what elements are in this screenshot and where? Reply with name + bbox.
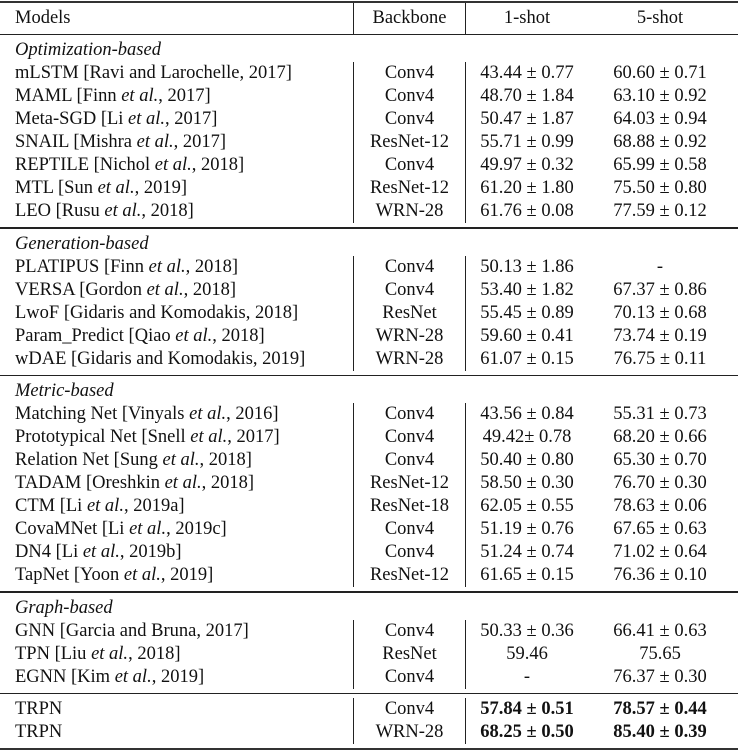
model-name-cell — [15, 541, 182, 564]
header-models: Models — [15, 8, 71, 28]
backbone-cell: Conv4 — [384, 109, 435, 130]
backbone-cell: Conv4 — [384, 256, 435, 277]
five-shot-cell: 55.31 ± 0.73 — [613, 404, 707, 425]
model-name: PLATIPUS — [15, 256, 100, 277]
citation: [Mishra — [73, 132, 132, 153]
citation-year: , 2017] — [173, 132, 227, 153]
citation-year: , 2018] — [212, 325, 265, 346]
five-shot-cell: 64.03 ± 0.94 — [613, 109, 707, 130]
citation-etal: et al. — [154, 155, 192, 176]
table-row — [0, 85, 738, 108]
model-name-cell — [15, 426, 280, 449]
backbone-cell: Conv4 — [384, 450, 435, 471]
table-row — [0, 325, 738, 348]
one-shot-cell: 51.19 ± 0.76 — [480, 519, 574, 540]
backbone-cell: Conv4 — [384, 519, 435, 540]
model-name-cell — [15, 449, 252, 472]
one-shot-cell: 49.42± 0.78 — [482, 427, 572, 448]
citation: [Finn — [103, 256, 145, 277]
citation-etal: et al. — [91, 643, 129, 664]
backbone-cell: ResNet — [382, 302, 437, 323]
five-shot-cell: 67.37 ± 0.86 — [613, 279, 707, 300]
five-shot-cell: 76.70 ± 0.30 — [613, 473, 707, 494]
one-shot-cell: - — [523, 666, 531, 687]
citation: [Kim — [71, 666, 111, 687]
citation-year: , 2018] — [141, 201, 194, 222]
model-name: wDAE — [15, 348, 67, 369]
citation: [Nichol — [93, 155, 151, 176]
model-name-cell — [15, 495, 185, 518]
five-shot-cell: 73.74 ± 0.19 — [613, 325, 707, 346]
citation-etal: et al. — [97, 178, 135, 199]
model-name: Param_Predict — [15, 325, 124, 346]
one-shot-cell: 61.76 ± 0.08 — [480, 201, 574, 222]
five-shot-cell: 85.40 ± 0.39 — [613, 721, 707, 742]
one-shot-cell: 61.65 ± 0.15 — [480, 565, 574, 586]
one-shot-cell: 48.70 ± 1.84 — [480, 86, 574, 107]
model-name-cell — [15, 348, 305, 371]
citation-year: , 2019c] — [166, 519, 227, 540]
five-shot-cell: 63.10 ± 0.92 — [613, 86, 707, 107]
citation-year: , 2019] — [151, 666, 205, 687]
section-label-row — [0, 39, 738, 62]
table-row — [0, 62, 738, 85]
model-name-cell — [15, 85, 211, 108]
citation-etal: et al. — [189, 404, 227, 425]
citation-year: , 2017] — [227, 427, 280, 448]
table-row — [0, 348, 738, 371]
five-shot-cell: 77.59 ± 0.12 — [613, 201, 707, 222]
table-body — [0, 35, 738, 694]
five-shot-cell: 76.75 ± 0.11 — [613, 348, 707, 369]
header-backbone: Backbone — [372, 8, 447, 28]
citation: [Sun — [58, 178, 93, 199]
model-name-cell — [15, 325, 265, 348]
one-shot-cell: 59.60 ± 0.41 — [480, 325, 574, 346]
model-name: TADAM — [15, 473, 82, 494]
header-row — [0, 3, 738, 34]
model-name-cell — [15, 518, 227, 541]
backbone-cell: ResNet-12 — [369, 178, 450, 199]
backbone-cell: ResNet-12 — [369, 473, 450, 494]
backbone-cell: Conv4 — [384, 63, 435, 84]
header-1-shot: 1-shot — [503, 8, 551, 28]
model-name: CTM — [15, 496, 56, 517]
citation-year: , 2018] — [191, 155, 245, 176]
table-row — [0, 449, 738, 472]
citation: [Rusu — [55, 201, 100, 222]
citation: [Ravi and Larochelle, 2017] — [83, 63, 292, 84]
one-shot-cell: 58.50 ± 0.30 — [480, 473, 574, 494]
backbone-cell: ResNet-18 — [369, 496, 450, 517]
model-name: MTL — [15, 178, 54, 199]
backbone-cell: Conv4 — [384, 542, 435, 563]
model-name: GNN — [15, 620, 56, 641]
citation-etal: et al. — [164, 473, 202, 494]
table-row — [0, 472, 738, 495]
citation: [Gordon — [79, 279, 142, 300]
table-row — [0, 302, 738, 325]
citation: [Oreshkin — [85, 473, 160, 494]
backbone-cell: WRN-28 — [375, 201, 444, 222]
citation-etal: et al. — [162, 450, 200, 471]
table-row — [0, 541, 738, 564]
citation-year: , 2018] — [199, 450, 252, 471]
backbone-cell: Conv4 — [384, 279, 435, 300]
five-shot-cell: 75.50 ± 0.80 — [613, 178, 707, 199]
table-row — [0, 518, 738, 541]
one-shot-cell: 59.46 — [506, 643, 548, 664]
citation-year: , 2017] — [165, 109, 218, 130]
backbone-cell: Conv4 — [384, 86, 435, 107]
table-row — [0, 279, 738, 302]
backbone-cell: ResNet — [382, 643, 437, 664]
header-5-shot: 5-shot — [636, 8, 684, 28]
citation-etal: et al. — [121, 86, 159, 107]
five-shot-cell: 78.57 ± 0.44 — [613, 698, 707, 719]
five-shot-cell: 65.99 ± 0.58 — [613, 155, 707, 176]
citation: [Li — [59, 496, 83, 517]
table-row — [0, 403, 738, 426]
five-shot-cell: 66.41 ± 0.63 — [613, 620, 707, 641]
model-name-cell — [15, 108, 217, 131]
citation-year: , 2016] — [226, 404, 279, 425]
table-row — [0, 154, 738, 177]
citation: [Vinyals — [121, 404, 185, 425]
one-shot-cell: 55.45 ± 0.89 — [480, 302, 574, 323]
model-name-cell — [15, 403, 279, 426]
model-name-cell — [15, 666, 204, 689]
backbone-cell: Conv4 — [384, 155, 435, 176]
model-name: TapNet — [15, 565, 70, 586]
one-shot-cell: 61.20 ± 1.80 — [480, 178, 574, 199]
table-row-ours — [0, 721, 738, 744]
backbone-cell: ResNet-12 — [369, 132, 450, 153]
model-name: Prototypical Net — [15, 427, 137, 448]
citation-etal: et al. — [190, 427, 228, 448]
one-shot-cell: 51.24 ± 0.74 — [480, 542, 574, 563]
backbone-cell: WRN-28 — [375, 348, 444, 369]
model-name: Meta-SGD — [15, 109, 97, 130]
model-name: mLSTM — [15, 63, 79, 84]
table-row — [0, 256, 738, 279]
one-shot-cell: 55.71 ± 0.99 — [480, 132, 574, 153]
one-shot-cell: 49.97 ± 0.32 — [480, 155, 574, 176]
one-shot-cell: 50.13 ± 1.86 — [480, 256, 574, 277]
ours-group — [0, 694, 738, 748]
table-row — [0, 131, 738, 154]
citation: [Garcia and Bruna, 2017] — [59, 620, 249, 641]
model-name-cell — [15, 564, 213, 587]
citation: [Yoon — [73, 565, 120, 586]
section-label: Graph-based — [15, 597, 113, 618]
model-name-cell — [15, 472, 254, 495]
backbone-cell: Conv4 — [384, 427, 435, 448]
table-row-ours — [0, 698, 738, 721]
table-row — [0, 620, 738, 643]
citation-etal: et al. — [82, 542, 120, 563]
model-name: VERSA — [15, 279, 75, 300]
table-row — [0, 177, 738, 200]
one-shot-cell: 53.40 ± 1.82 — [480, 279, 574, 300]
table-row — [0, 495, 738, 518]
citation-etal: et al. — [129, 519, 167, 540]
section-label-row — [0, 597, 738, 620]
citation-year: , 2018] — [183, 279, 236, 300]
one-shot-cell: 57.84 ± 0.51 — [480, 698, 574, 719]
citation-year: , 2017] — [158, 86, 211, 107]
model-name-cell — [15, 177, 187, 200]
backbone-cell: WRN-28 — [375, 325, 444, 346]
five-shot-cell: 70.13 ± 0.68 — [613, 302, 707, 323]
model-name-cell — [15, 200, 194, 223]
citation-year: , 2019] — [160, 565, 214, 586]
section-label: Metric-based — [15, 381, 114, 402]
citation-year: , 2019a] — [123, 496, 185, 517]
one-shot-cell: 50.33 ± 0.36 — [480, 620, 574, 641]
citation-year: , 2018] — [185, 256, 239, 277]
one-shot-cell: 61.07 ± 0.15 — [480, 348, 574, 369]
model-name-cell — [15, 302, 298, 325]
citation-etal: et al. — [148, 256, 186, 277]
citation: [Finn — [76, 86, 117, 107]
citation-year: , 2019] — [134, 178, 187, 199]
citation: [Snell — [141, 427, 186, 448]
section-label-row — [0, 233, 738, 256]
citation-year: , 2019b] — [119, 542, 182, 563]
model-name: LEO — [15, 201, 51, 222]
section-label: Generation-based — [15, 233, 149, 254]
model-name: DN4 — [15, 542, 51, 563]
model-name: LwoF — [15, 302, 60, 323]
model-name: CovaMNet — [15, 519, 98, 540]
one-shot-cell: 62.05 ± 0.55 — [480, 496, 574, 517]
table-row — [0, 200, 738, 223]
five-shot-cell: 75.65 — [639, 643, 681, 664]
backbone-cell: WRN-28 — [375, 721, 444, 742]
model-name-cell — [15, 643, 180, 666]
citation: [Li — [101, 519, 125, 540]
five-shot-cell: 60.60 ± 0.71 — [613, 63, 707, 84]
five-shot-cell: 78.63 ± 0.06 — [613, 496, 707, 517]
citation-etal: et al. — [123, 565, 161, 586]
model-name-cell — [15, 256, 238, 279]
model-name-cell — [15, 131, 226, 154]
five-shot-cell: 76.36 ± 0.10 — [613, 565, 707, 586]
model-name: TPN — [15, 643, 50, 664]
backbone-cell: Conv4 — [384, 404, 435, 425]
citation-etal: et al. — [175, 325, 213, 346]
citation: [Gidaris and Komodakis, 2019] — [71, 348, 306, 369]
model-name: EGNN — [15, 666, 67, 687]
citation: [Li — [55, 542, 79, 563]
section-label-row — [0, 380, 738, 403]
table-row — [0, 108, 738, 131]
model-name: MAML — [15, 86, 72, 107]
one-shot-cell: 43.56 ± 0.84 — [480, 404, 574, 425]
model-name-cell — [15, 279, 236, 302]
backbone-cell: Conv4 — [384, 698, 435, 719]
five-shot-cell: 68.88 ± 0.92 — [613, 132, 707, 153]
citation-year: , 2018] — [201, 473, 255, 494]
table-row — [0, 666, 738, 689]
model-name: TRPN — [15, 721, 63, 742]
backbone-cell: Conv4 — [384, 620, 435, 641]
citation-etal: et al. — [114, 666, 152, 687]
model-name-cell — [15, 62, 292, 85]
one-shot-cell: 68.25 ± 0.50 — [480, 721, 574, 742]
model-name: SNAIL — [15, 132, 69, 153]
model-name: Matching Net — [15, 404, 118, 425]
table-row — [0, 643, 738, 666]
five-shot-cell: 76.37 ± 0.30 — [613, 666, 707, 687]
five-shot-cell: 67.65 ± 0.63 — [613, 519, 707, 540]
section-label: Optimization-based — [15, 40, 161, 61]
citation-etal: et al. — [86, 496, 124, 517]
citation-etal: et al. — [146, 279, 184, 300]
citation: [Sung — [113, 450, 158, 471]
citation-etal: et al. — [104, 201, 142, 222]
backbone-cell: Conv4 — [384, 666, 435, 687]
citation: [Qiao — [128, 325, 171, 346]
citation-etal: et al. — [136, 132, 174, 153]
table-row — [0, 564, 738, 587]
one-shot-cell: 50.40 ± 0.80 — [480, 450, 574, 471]
five-shot-cell: - — [656, 256, 664, 277]
citation: [Liu — [54, 643, 87, 664]
citation: [Gidaris and Komodakis, 2018] — [63, 302, 299, 323]
citation: [Li — [100, 109, 124, 130]
five-shot-cell: 68.20 ± 0.66 — [613, 427, 707, 448]
bottom-rule — [0, 748, 738, 750]
five-shot-cell: 71.02 ± 0.64 — [613, 542, 707, 563]
model-name: TRPN — [15, 698, 63, 719]
backbone-cell: ResNet-12 — [369, 565, 450, 586]
model-name-cell — [15, 620, 249, 643]
citation-year: , 2018] — [128, 643, 181, 664]
model-name: Relation Net — [15, 450, 110, 471]
one-shot-cell: 50.47 ± 1.87 — [480, 109, 574, 130]
one-shot-cell: 43.44 ± 0.77 — [480, 63, 574, 84]
model-name: REPTILE — [15, 155, 89, 176]
five-shot-cell: 65.30 ± 0.70 — [613, 450, 707, 471]
model-name-cell — [15, 154, 244, 177]
citation-etal: et al. — [128, 109, 166, 130]
table-row — [0, 426, 738, 449]
